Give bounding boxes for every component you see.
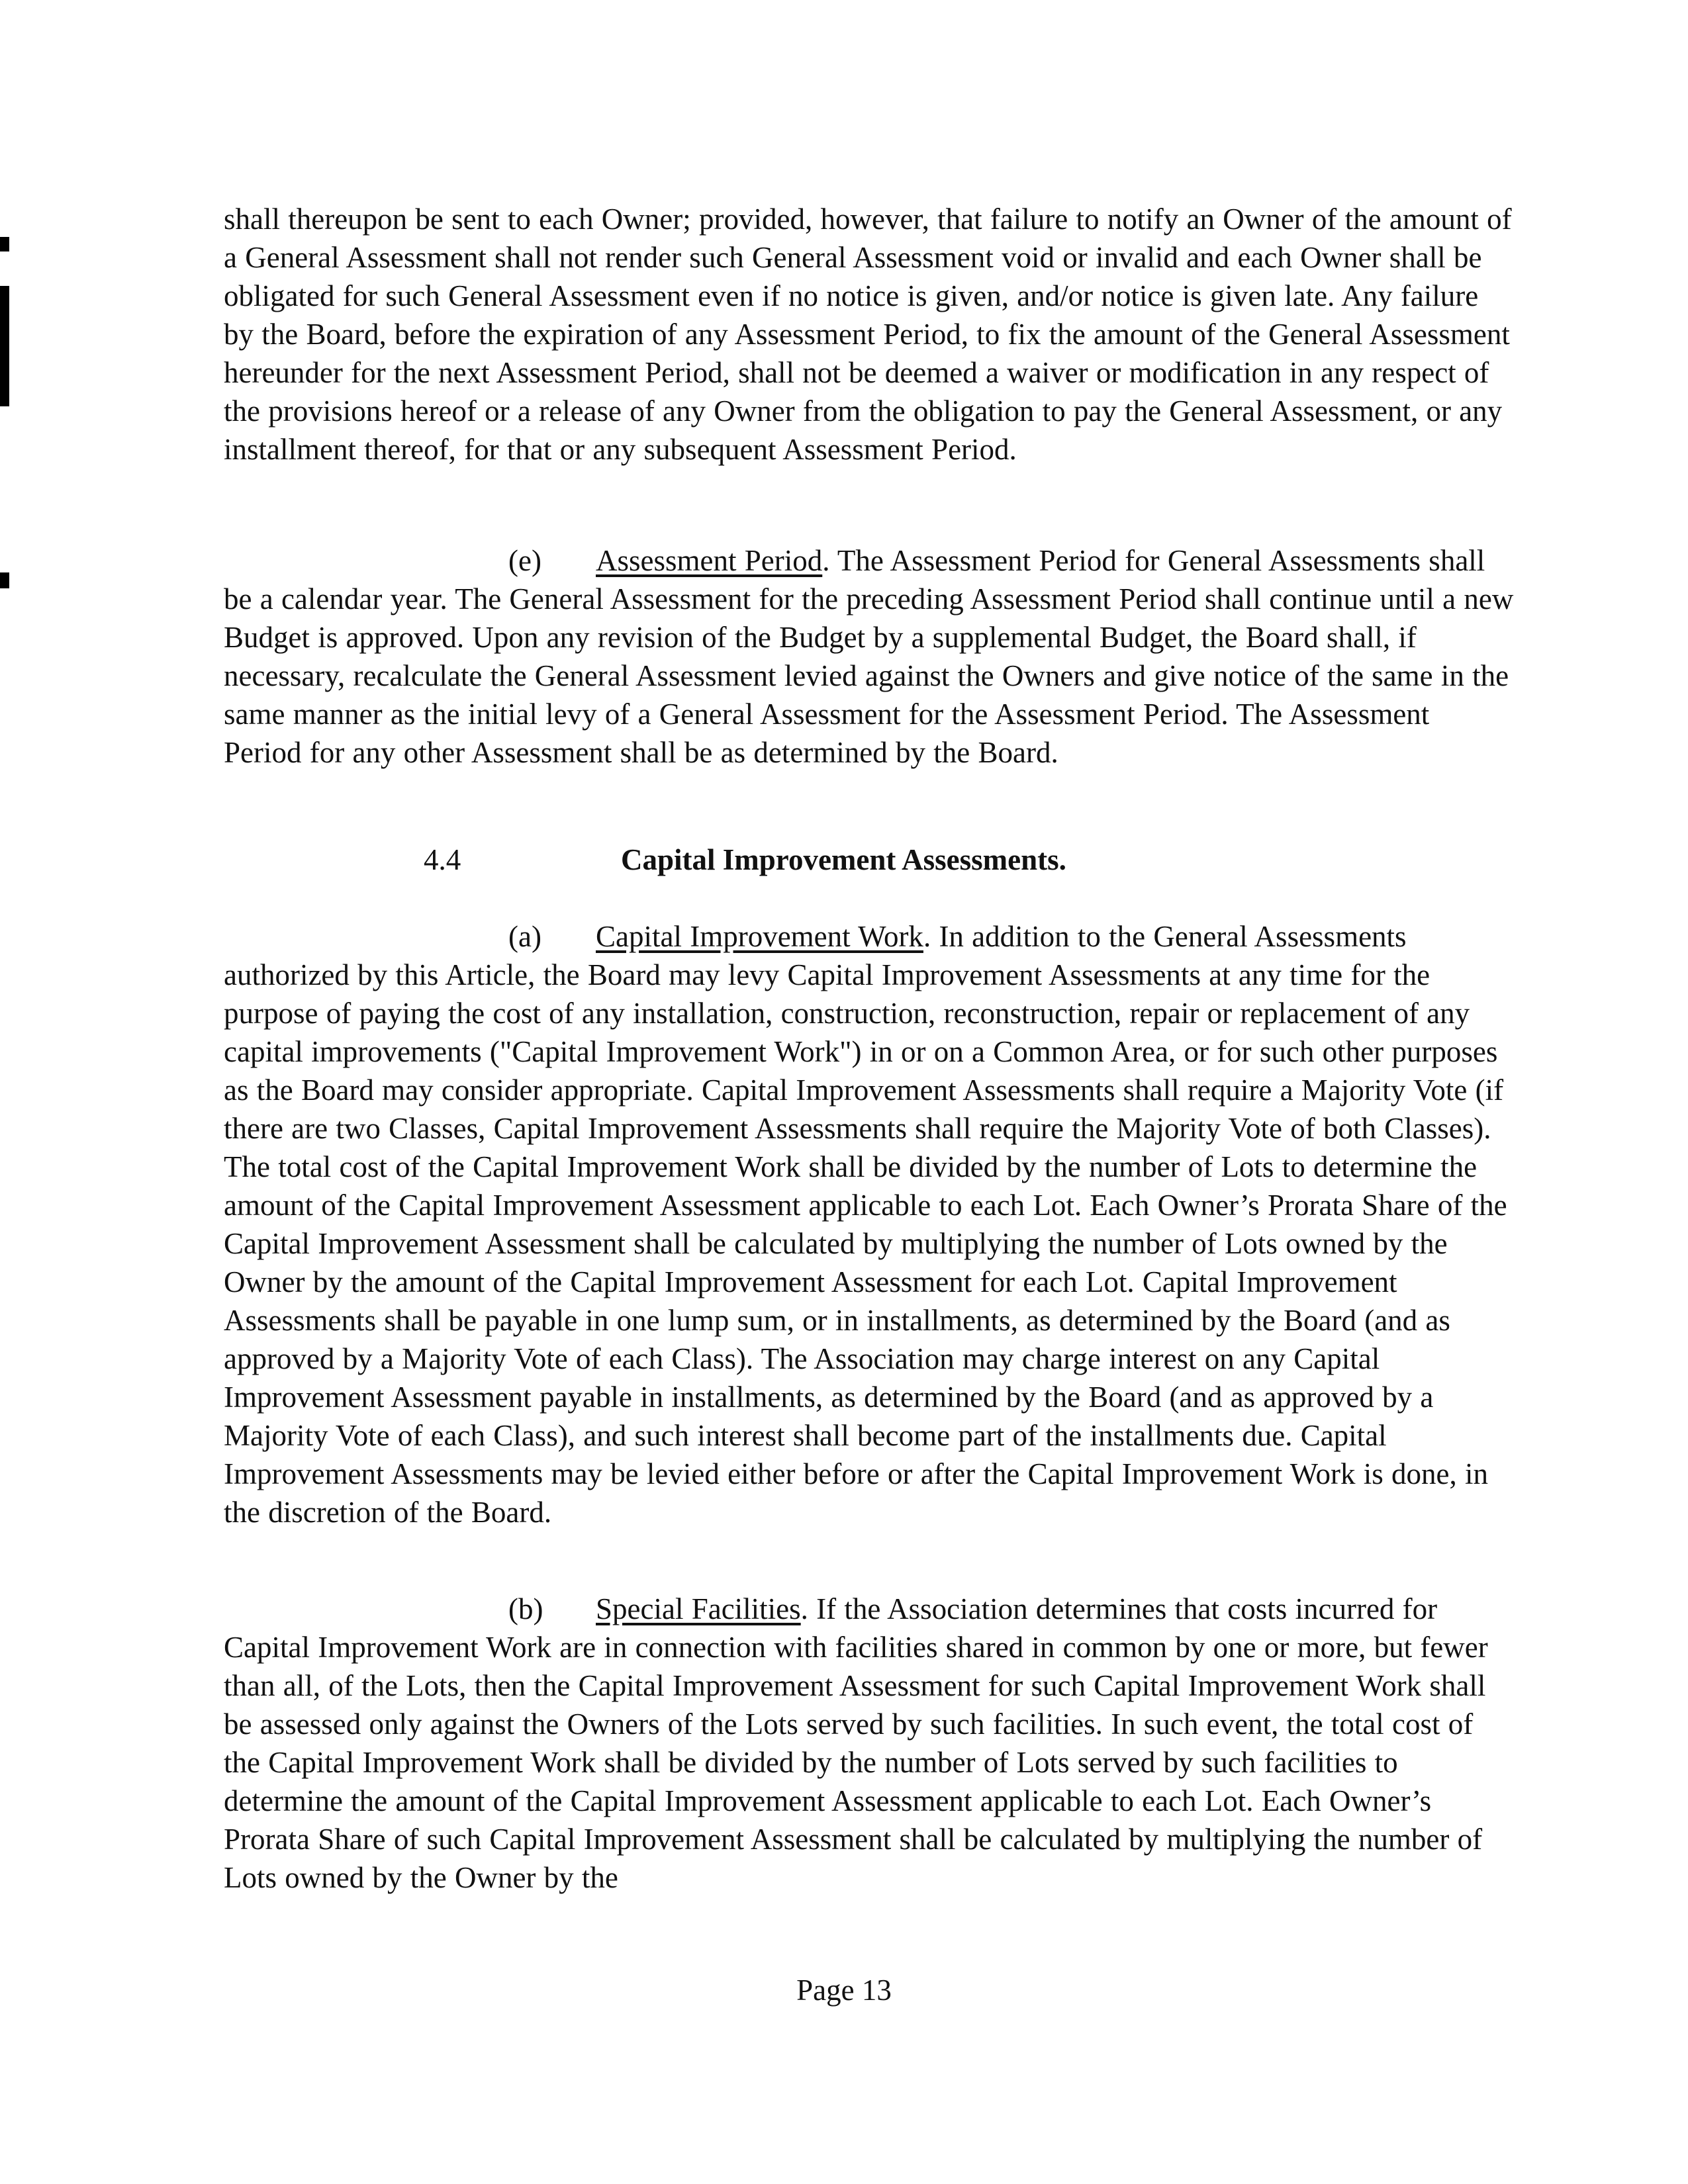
subsection-b (224, 1590, 1515, 1897)
section-4-4-heading (424, 841, 1066, 879)
subsection-b-label: (b) (508, 1592, 543, 1625)
subsection-e (224, 541, 1515, 772)
subsection-a-label: (a) (508, 920, 541, 953)
paragraph-continuation (224, 200, 1515, 469)
page-number: Page 13 (796, 1974, 892, 2007)
subsection-b-text: . If the Association determines that costs incurred for Capital Improvement Work are in connection with facilities shared in common by one or more, but fewer than all, of the Lots, then the Capital Improvement Assessment for such Capital Improvement Work shall be assessed only against the Owners of the Lots served by such facilities. In such event, the total cost of the Capital Improvement Work shall be divided by the number of Lots served by such facilities to determine the amount of the Capital Improvement Assessment applicable to each Lot. Each Owner’s Prorata Share of such Capital Improvement Assessment shall be calculated by multiplying the number of Lots owned by the Owner by the (224, 1592, 1488, 1894)
paragraph-continuation-text: shall thereupon be sent to each Owner; provided, however, that failure to notify an Owner of the amount of a General Assessment shall not render such General Assessment void or invalid and each Owner shall be obligated for such General Assessment even if no notice is given, and/or notice is given late. Any failure by the Board, before the expiration of any Assessment Period, to fix the amount of the General Assessment hereunder for the next Assessment Period, shall not be deemed a waiver or modification in any respect of the provisions hereof or a release of any Owner from the obligation to pay the General Assessment, or any installment thereof, for that or any subsequent Assessment Period. (224, 203, 1512, 466)
subsection-e-text: . The Assessment Period for General Assessments shall be a calendar year. The General Assessment for the preceding Assessment Period shall continue until a new Budget is approved. Upon any revision of the Budget by a supplemental Budget, the Board shall, if necessary, recalculate the General Assessment levied against the Owners and give notice of the same in the same manner as the initial levy of a General Assessment for the Assessment Period. The Assessment Period for any other Assessment shall be as determined by the Board. (224, 544, 1514, 769)
subsection-b-title: Special Facilities (596, 1592, 801, 1625)
section-title-suffix: . (1058, 843, 1066, 876)
scan-mark-bar (0, 286, 9, 406)
subsection-e-label: (e) (508, 544, 541, 577)
section-title: Capital Improvement Assessments (621, 843, 1059, 876)
subsection-e-title: Assessment Period (596, 544, 823, 577)
subsection-a-text: . In addition to the General Assessments authorized by this Article, the Board may levy Capital Improvement Assessments at any time for the purpose of paying the cost of any installation, construction, reconstruction, repair or replacement of any capital improvements ("Capital Improvement Work") in or on a Common Area, or for such other purposes as the Board may consider appropriate. Capital Improvement Assessments shall require a Majority Vote (if there are two Classes, Capital Improvement Assessments shall require the Majority Vote of both Classes). The total cost of the Capital Improvement Work shall be divided by the number of Lots to determine the amount of the Capital Improvement Assessment applicable to each Lot. Each Owner’s Prorata Share of the Capital Improvement Assessment shall be calculated by multiplying the number of Lots owned by the Owner by the amount of the Capital Improvement Assessment for each Lot. Capital Improvement Assessments shall be payable in one lump sum, or in installments, as determined by the Board (and as approved by a Majority Vote of each Class). The Association may charge interest on any Capital Improvement Assessment payable in installments, as determined by the Board (and as approved by a Majority Vote of each Class), and such interest shall become part of the installments due. Capital Improvement Assessments may be levied either before or after the Capital Improvement Work is done, in the discretion of the Board. (224, 920, 1507, 1529)
subsection-a-title: Capital Improvement Work (596, 920, 923, 953)
scan-mark-bottom (0, 572, 9, 588)
section-number: 4.4 (424, 843, 461, 876)
scan-mark-top (0, 237, 9, 251)
subsection-a (224, 917, 1515, 1531)
